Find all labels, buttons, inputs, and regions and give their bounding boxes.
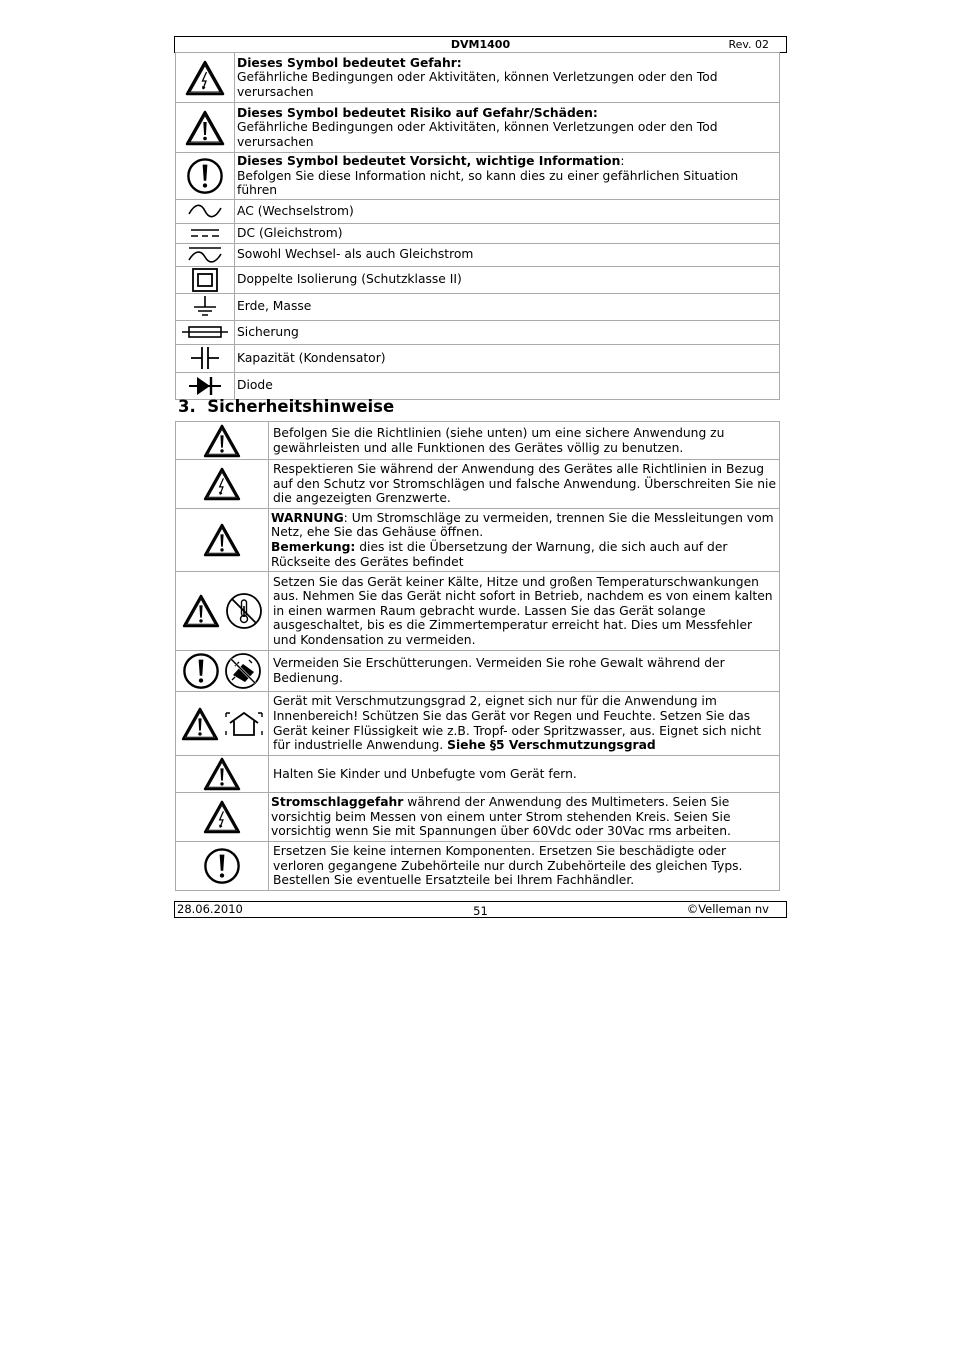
symbol-text: Gefährliche Bedingungen oder Aktivitäten, können Verletzungen oder den Tod verursachen xyxy=(237,120,718,149)
symbol-text: Doppelte Isolierung (Schutzklasse II) xyxy=(235,266,780,293)
symbol-text: AC (Wechselstrom) xyxy=(235,199,780,223)
symbol-row xyxy=(176,103,780,153)
no-temperature-icon xyxy=(225,592,263,630)
safety-text xyxy=(269,509,780,572)
dc-icon xyxy=(185,225,225,241)
page-number: 51 xyxy=(473,904,488,918)
safety-text: Befolgen Sie die Richtlinien (siehe unten) um eine sichere Anwendung zu gewährleisten und alle Funktionen des Gerätes völlig zu benutzen. xyxy=(269,422,780,460)
symbol-text: Gefährliche Bedingungen oder Aktivitäten, können Verletzungen oder den Tod verursachen xyxy=(237,70,718,99)
safety-row xyxy=(176,572,780,651)
safety-text: Respektieren Sie während der Anwendung des Gerätes alle Richtlinien in Bezug auf den Schutz vor Stromschlägen und falsche Anwendung. Überschreiten Sie nie die angezeigten Grenzwerte. xyxy=(269,460,780,509)
caution-circle-icon xyxy=(203,847,241,885)
section-number: 3. xyxy=(178,397,196,416)
footer-copyright: ©Velleman nv xyxy=(686,902,769,916)
double-insulation-icon xyxy=(191,267,219,293)
symbol-title: Dieses Symbol bedeutet Vorsicht, wichtige Information xyxy=(237,154,621,168)
safety-row xyxy=(176,509,780,572)
safety-row xyxy=(176,842,780,891)
caution-circle-icon xyxy=(182,652,220,690)
symbol-row xyxy=(176,266,780,293)
no-shock-icon xyxy=(224,652,262,690)
warning-exclamation-icon xyxy=(184,110,226,146)
symbol-row xyxy=(176,344,780,372)
symbol-row xyxy=(176,293,780,320)
safety-row xyxy=(176,651,780,692)
symbol-row xyxy=(176,223,780,243)
footer-date: 28.06.2010 xyxy=(177,902,243,916)
warning-lightning-icon xyxy=(203,467,241,501)
warning-exclamation-icon xyxy=(203,424,241,458)
warning-lightning-icon xyxy=(203,800,241,834)
caution-circle-icon xyxy=(186,157,224,195)
fuse-icon xyxy=(181,324,229,340)
symbol-row xyxy=(176,243,780,266)
warning-lightning-icon xyxy=(184,60,226,96)
page-footer xyxy=(174,901,787,918)
safety-row xyxy=(176,692,780,756)
symbol-row xyxy=(176,199,780,223)
safety-text: Setzen Sie das Gerät keiner Kälte, Hitze und großen Temperaturschwankungen aus. Nehmen Sie das Gerät nicht sofort in Betrieb, nachdem es von einem kalten in einen warmen Raum gebracht wurde. Lassen Sie das Gerät solange ausgeschaltet, bis es die Zimmertemperatur erreicht hat. Dies um Messfehler und Kondensation zu vermeiden. xyxy=(269,572,780,651)
diode-icon xyxy=(188,375,222,397)
symbol-text: Diode xyxy=(235,372,780,399)
symbol-title: Dieses Symbol bedeutet Gefahr: xyxy=(237,55,462,70)
ac-icon xyxy=(185,202,225,220)
section-title: Sicherheitshinweise xyxy=(207,397,395,416)
safety-row xyxy=(176,422,780,460)
symbol-row xyxy=(176,372,780,399)
symbol-text: Befolgen Sie diese Information nicht, so kann dies zu einer gefährlichen Situation führen xyxy=(237,168,739,198)
ground-icon xyxy=(191,295,219,319)
symbol-row xyxy=(176,153,780,200)
safety-text xyxy=(269,692,780,756)
warning-text: : Um Stromschläge zu vermeiden, trennen Sie die Messleitungen vom Netz, ehe Sie das Gehäuse öffnen. xyxy=(271,510,774,540)
symbol-title: Dieses Symbol bedeutet Risiko auf Gefahr/Schäden: xyxy=(237,105,598,120)
note-label: Bemerkung: xyxy=(271,540,356,554)
capacitor-icon xyxy=(190,345,220,371)
safety-text: Ersetzen Sie keine internen Komponenten. Ersetzen Sie beschädigte oder verloren gegangene Zubehörteile nur durch Zubehörteile des gleichen Typs. Bestellen Sie eventuelle Ersatzteile bei Ihrem Fachhändler. xyxy=(269,842,780,891)
symbol-row xyxy=(176,53,780,103)
safety-reference: Siehe §5 Verschmutzungsgrad xyxy=(447,738,656,753)
symbol-text: Kapazität (Kondensator) xyxy=(235,344,780,372)
safety-table xyxy=(175,421,780,891)
safety-row xyxy=(176,460,780,509)
model-name: DVM1400 xyxy=(450,38,511,51)
symbols-table xyxy=(175,52,780,400)
warning-exclamation-icon xyxy=(203,523,241,557)
shock-hazard-label: Stromschlaggefahr xyxy=(271,795,404,810)
ac-dc-icon xyxy=(185,244,225,266)
note-text: dies ist die Übersetzung der Warnung, die sich auch auf der Rückseite des Gerätes befindet xyxy=(271,540,728,569)
symbol-title-suffix: : xyxy=(620,154,625,168)
safety-row xyxy=(176,793,780,842)
safety-text xyxy=(269,793,780,842)
warning-exclamation-icon xyxy=(203,757,241,791)
symbol-row xyxy=(176,320,780,344)
warning-label: WARNUNG xyxy=(271,510,344,525)
indoor-house-icon xyxy=(224,709,264,739)
safety-text-body: während der Anwendung des Multimeters. Seien Sie vorsichtig beim Messen von einem unter Strom stehenden Kreis. Seien Sie vorsichtig wenn Sie mit Spannungen über 60Vdc oder 30Vac rms arbeiten. xyxy=(271,795,731,839)
symbol-text: Sicherung xyxy=(235,320,780,344)
warning-exclamation-icon xyxy=(180,707,220,741)
symbol-text: DC (Gleichstrom) xyxy=(235,223,780,243)
warning-exclamation-icon xyxy=(181,594,221,628)
page-header xyxy=(174,36,787,53)
safety-text: Halten Sie Kinder und Unbefugte vom Gerät fern. xyxy=(269,756,780,793)
safety-text-body: Gerät mit Verschmutzungsgrad 2, eignet sich nur für die Anwendung im Innenbereich! Schützen Sie das Gerät vor Regen und Feuchte. Setzen Sie das Gerät keiner Flüssigkeit wie z.B. Tropf- oder Spritzwasser, aus. Eignet sich nicht für industrielle Anwendung. xyxy=(273,694,762,753)
section-heading xyxy=(178,397,394,416)
safety-row xyxy=(176,756,780,793)
safety-text: Vermeiden Sie Erschütterungen. Vermeiden Sie rohe Gewalt während der Bedienung. xyxy=(269,651,780,692)
revision: Rev. 02 xyxy=(728,38,769,51)
symbol-text: Erde, Masse xyxy=(235,293,780,320)
symbol-text: Sowohl Wechsel- als auch Gleichstrom xyxy=(235,243,780,266)
